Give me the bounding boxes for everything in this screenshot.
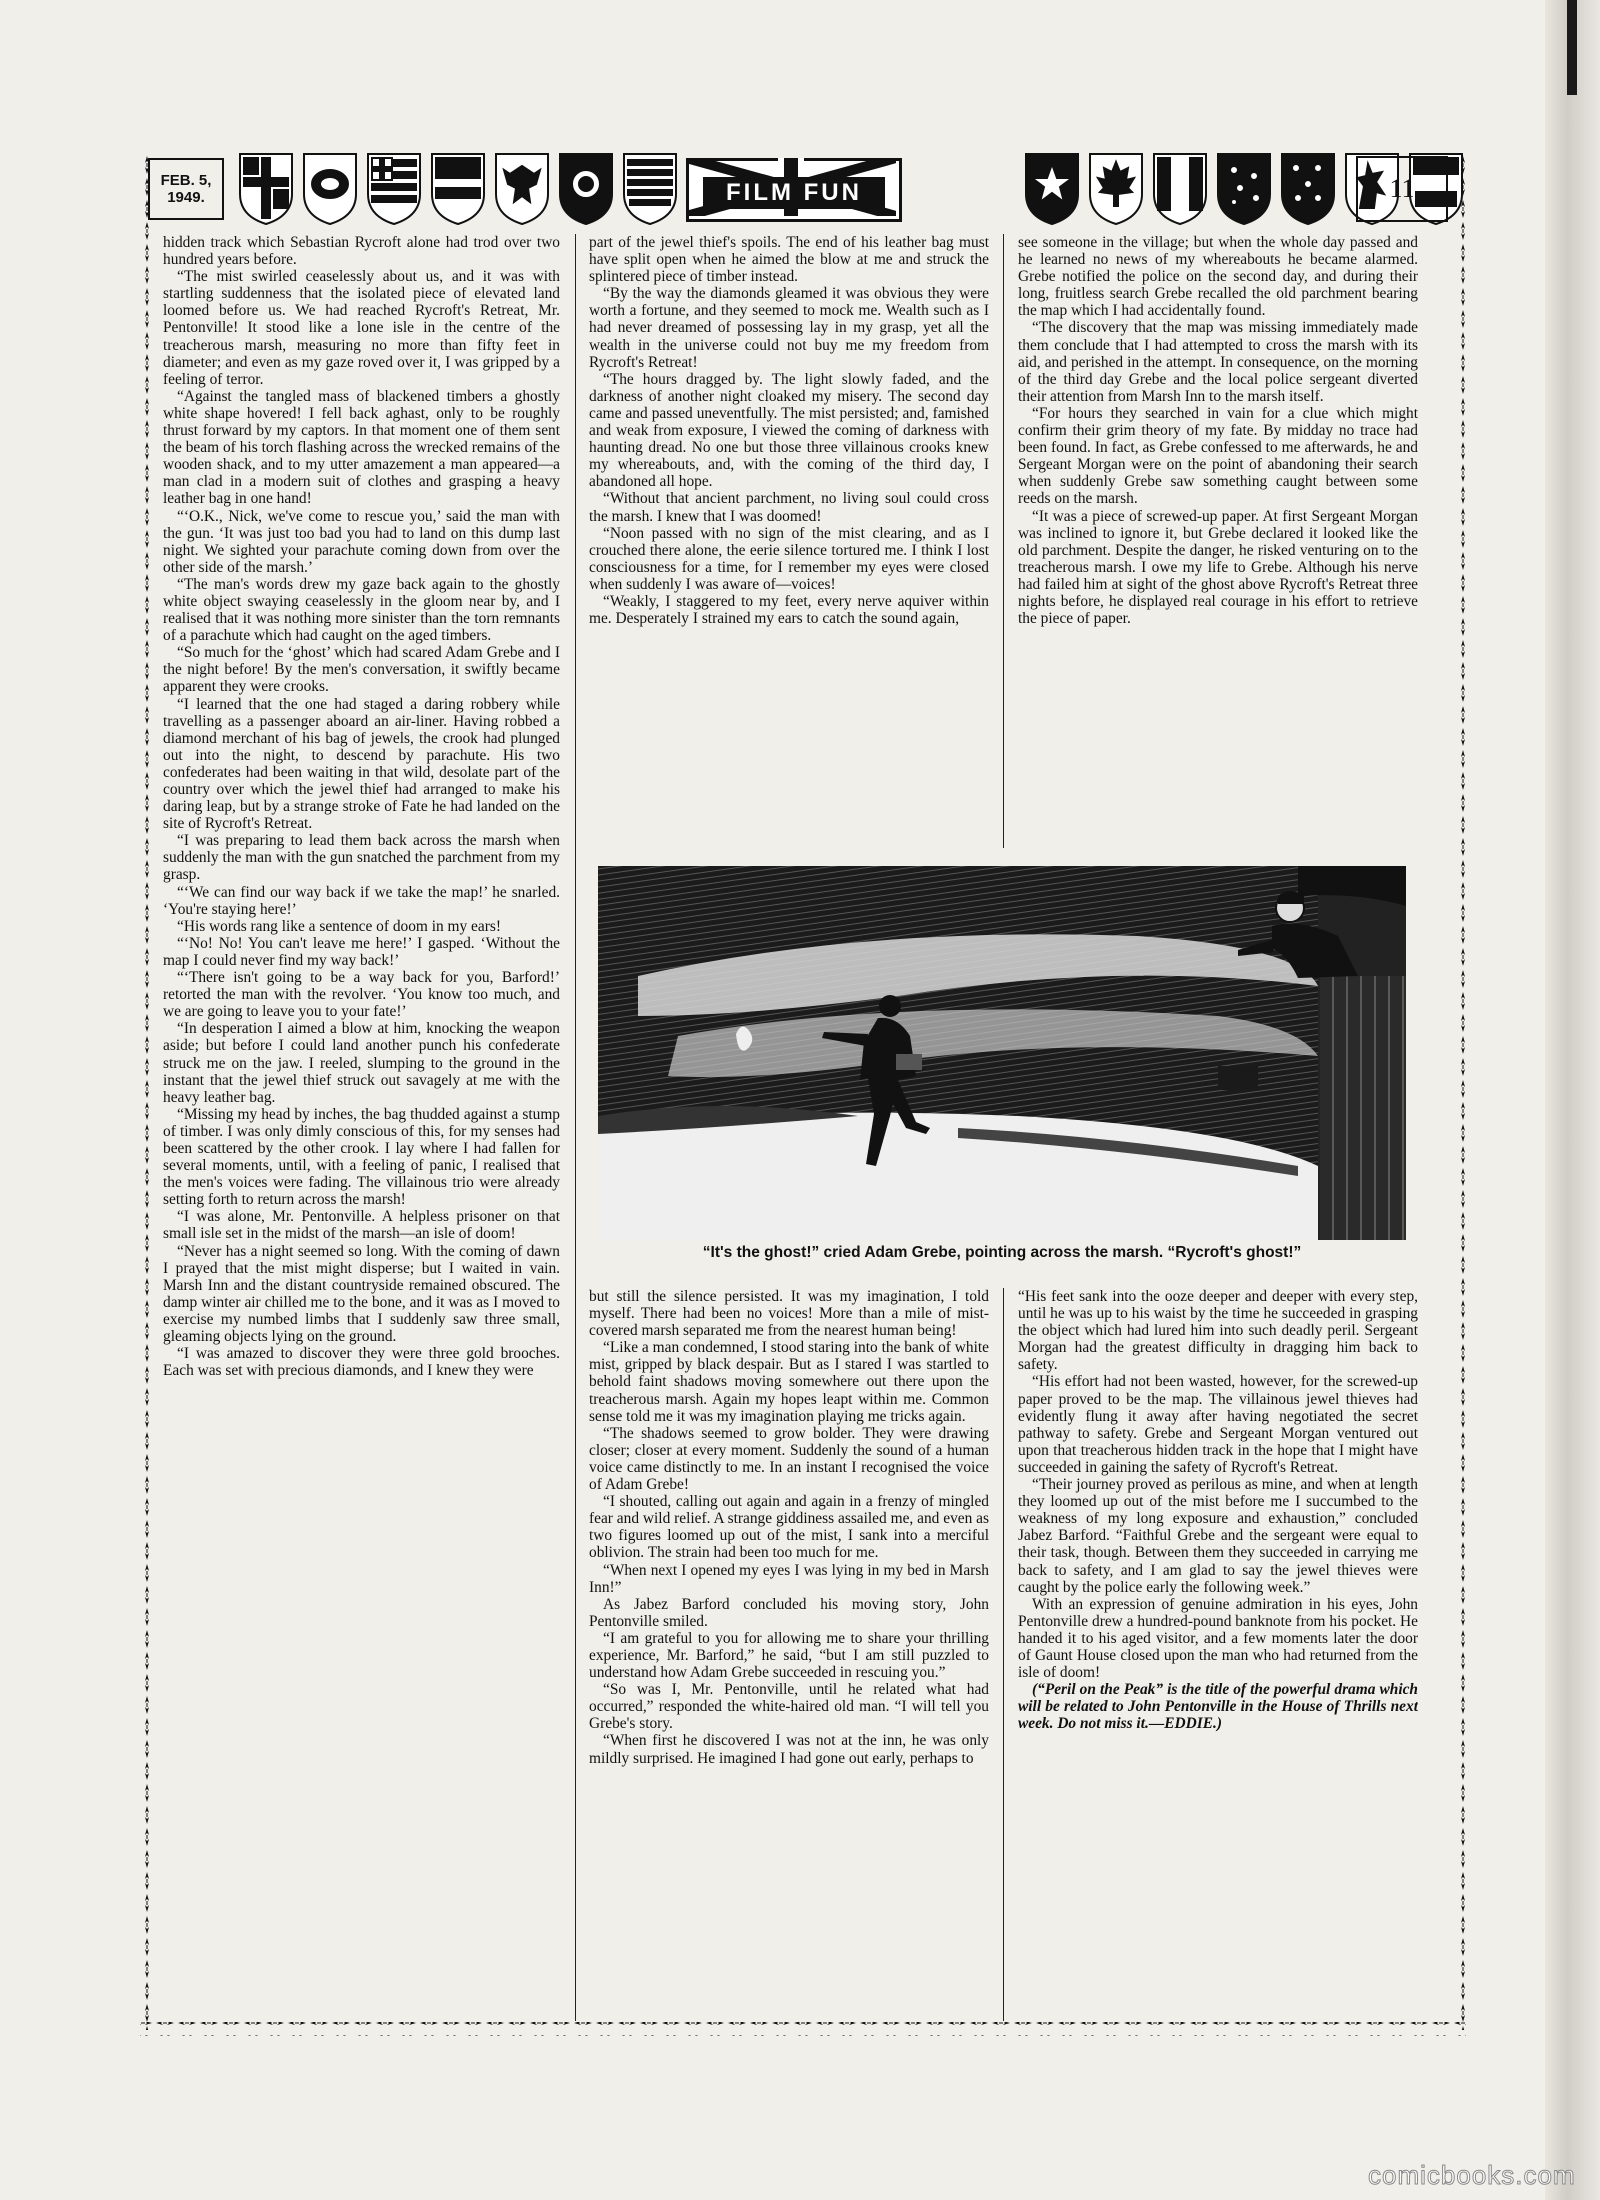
paragraph: “In desperation I aimed a blow at him, knocking the weapon aside; but before I could land another punch his confederate struck me on the jaw. I reeled, slumping to the ground in the instant that the jewel thief struck out savagely at me with the heavy leather bag. xyxy=(163,1020,560,1106)
paragraph: “When next I opened my eyes I was lying in my bed in Marsh Inn!” xyxy=(589,1561,989,1596)
shield-cross-icon xyxy=(240,154,292,224)
paragraph: “When first he discovered I was not at the inn, he was only mildly surprised. He imagined I had gone out early, perhaps to xyxy=(589,1732,989,1767)
column-rule xyxy=(575,234,576,2021)
shield-maple-leaf-icon xyxy=(1090,154,1142,224)
issue-date-day: FEB. 5, xyxy=(160,172,212,189)
film-fun-logo xyxy=(686,158,902,222)
paragraph: “I was preparing to lead them back across the marsh when suddenly the man with the gun snatched the parchment from my grasp. xyxy=(163,832,560,884)
paragraph: “The shadows seemed to grow bolder. They were drawing closer; closer at every moment. Suddenly the sound of a human voice came distinctly to me. In an instant I recognised the voice of Adam Grebe! xyxy=(589,1424,989,1494)
paragraph: “The man's words drew my gaze back again to the ghostly white object swaying ceaselessly in the gloom near by, and I realised that it was nothing more sinister than the torn remnants of a parachute which had caught on the aged timbers. xyxy=(163,575,560,645)
masthead xyxy=(148,148,1448,228)
wooden-door xyxy=(1320,976,1406,1240)
article-column-1 xyxy=(163,234,560,2021)
paragraph: “Missing my head by inches, the bag thudded against a stump of timber. I was only dimly conscious of this, for my senses had been scattered by the other crook. I lay where I had fallen for several moments, until, with a feeling of panic, I realised that the men's voices were fading. The villainous trio were already setting forth to return across the marsh! xyxy=(163,1105,560,1209)
shield-eagle-icon xyxy=(496,154,548,224)
article-column-3 xyxy=(1018,234,1418,848)
issue-date-year: 1949. xyxy=(167,189,205,206)
paragraph: “Never has a night seemed so long. With the coming of dawn I prayed that the mist might disperse; but I waited in vain. Marsh Inn and the distant countryside remained obscured. The damp winter air chilled me to the bone, and it was as I moved to exercise my numbed limbs that I suddenly saw three small, gleaming objects lying on the ground. xyxy=(163,1242,560,1345)
shield-oval-icon xyxy=(304,154,356,224)
paragraph: “Like a man condemned, I stood staring into the bank of white mist, gripped by black despair. But as I stared I was startled to behold faint shadows moving somewhere out there upon the treacherous marsh. Again my hopes leapt within me. Common sense told me it was my imagination playing me tricks again. xyxy=(589,1339,989,1425)
paragraph: With an expression of genuine admiration in his eyes, John Pentonville drew a hundred-pound banknote from his pocket. He handed it to his aged visitor, and a few moments later the door of Gaunt House closed upon the man who had returned from the isle of doom! xyxy=(1018,1595,1418,1682)
shield-stripes-icon xyxy=(624,154,676,224)
paragraph: hidden track which Sebastian Rycroft alone had trod over two hundred years before. xyxy=(163,234,560,269)
article-column-2 xyxy=(589,234,989,848)
crate xyxy=(1218,1066,1258,1090)
paragraph: “‘We can find our way back if we take the map!’ he snarled. ‘You're staying here!’ xyxy=(163,883,560,918)
marsh-illustration xyxy=(598,866,1406,1240)
shield-cross-stripes-icon xyxy=(368,154,420,224)
paragraph: “It was a piece of screwed-up paper. At first Sergeant Morgan was inclined to ignore it, but Grebe declared it looked like the old parchment. Despite the danger, he risked venturing on to the treacherous marsh. I owe my life to Grebe. Although his nerve had failed him at sight of the ghost above Rycroft's Retreat three nights before, he displayed real courage in his effort to retrieve the piece of paper. xyxy=(1018,507,1418,628)
article-column-4 xyxy=(589,1288,989,2021)
paragraph: “So was I, Mr. Pentonville, until he related what had occurred,” responded the white-haired old man. “I will tell you Grebe's story. xyxy=(589,1681,989,1733)
paragraph: “For hours they searched in vain for a clue which might confirm their grim theory of my fate. By midday no trace had been found. In fact, as Grebe confessed to me afterwards, he and Sergeant Morgan were on the point of abandoning their search when suddenly Grebe saw something caught between some reeds on the marsh. xyxy=(1018,404,1418,508)
paragraph: “‘There isn't going to be a way back for you, Barford!’ retorted the man with the revolver. ‘You know too much, and we are going to leave you to your fate!’ xyxy=(163,969,560,1021)
logo-text: FILM FUN xyxy=(703,177,885,209)
next-week-footnote: (“Peril on the Peak” is the title of the powerful drama which will be related to John Pentonville in the House of Thrills next week. Do not miss it.—EDDIE.) xyxy=(1018,1681,1418,1733)
paragraph: “I was alone, Mr. Pentonville. A helpless prisoner on that small isle set in the midst of the marsh—an isle of doom! xyxy=(163,1208,560,1243)
shield-vertical-stripes-icon xyxy=(1154,154,1206,224)
paragraph: “I learned that the one had staged a daring robbery while travelling as a passenger aboard an air-liner. Having robbed a diamond merchant of his bag of jewels, the crook had plunged out into the night, to descend by parachute. His two confederates had been waiting in that wild, desolate part of the country over which the jewel thief had arranged to make his daring leap, but by a strange stroke of Fate he had landed on the site of Rycroft's Retreat. xyxy=(163,695,560,833)
paragraph: As Jabez Barford concluded his moving story, John Pentonville smiled. xyxy=(589,1595,989,1630)
paragraph: “Against the tangled mass of blackened timbers a ghostly white shape hovered! I fell back aghast, only to be roughly thrust forward by my captors. In that moment one of them sent the beam of his torch flashing across the wrecked remains of the wooden shack, and to my utter amazement a man appeared—a man clad in a modern suit of clothes and grasping a heavy leather bag in one hand! xyxy=(163,387,560,508)
illustration-caption: “It's the ghost!” cried Adam Grebe, pointing across the marsh. “Rycroft's ghost!” xyxy=(702,1244,1302,1261)
paragraph: part of the jewel thief's spoils. The end of his leather bag must have split open when he aimed the blow at me and struck the splintered piece of timber instead. xyxy=(589,234,989,286)
paragraph: “The mist swirled ceaselessly about us, and it was with startling suddenness that the isolated piece of elevated land loomed before us. We had reached Rycroft's Retreat, Mr. Pentonville! It stood like a lone isle in the centre of the treacherous marsh, measuring no more than fifty feet in diameter; and even as my gaze roved over it, I was gripped by a feeling of terror. xyxy=(163,268,560,388)
paragraph: “I was amazed to discover they were three gold brooches. Each was set with precious diamonds, and I knew they were xyxy=(163,1345,560,1380)
paragraph: “‘No! No! You can't leave me here!’ I gasped. ‘Without the map I could never find my way back!’ xyxy=(163,934,560,969)
watermark: comicbooks.com xyxy=(1368,2160,1576,2190)
paragraph: “I am grateful to you for allowing me to share your thrilling experience, Mr. Barford,” he said, “but I am still puzzled to understand how Adam Grebe succeeded in rescuing you.” xyxy=(589,1629,989,1682)
paragraph: “His feet sank into the ooze deeper and deeper with every step, until he was up to his waist by the time he succeeded in grasping the object which had lured him into such deadly peril. Sergeant Morgan had the greatest difficulty in dragging him back to safety. xyxy=(1018,1288,1418,1374)
shield-stars-icon xyxy=(1282,154,1334,224)
paragraph: see someone in the village; but when the whole day passed and he learned no news of my whereabouts he became alarmed. Grebe notified the police on the second day, and during their long, fruitless search Grebe recalled the old parchment bearing the map which I had accidentally found. xyxy=(1018,234,1418,320)
shield-bars-icon xyxy=(432,154,484,224)
shield-star-icon xyxy=(1026,154,1078,224)
paragraph: “So much for the ‘ghost’ which had scared Adam Grebe and I the night before! By the men's conversation, it swiftly became apparent they were crooks. xyxy=(163,644,560,696)
page-number: 11 xyxy=(1356,156,1448,222)
paragraph: “‘O.K., Nick, we've come to rescue you,’ said the man with the gun. ‘It was just too bad you had to land on this dump last night. We sighted your parachute coming down from over the other side of the marsh.’ xyxy=(163,507,560,576)
paragraph: “Their journey proved as perilous as mine, and when at length they loomed up out of the mist before me I succumbed to the weakness of my long exposure and exhaustion,” concluded Jabez Barford. “Faithful Grebe and the sergeant were equal to their task, though. Between them they succeeded in carrying me back to safety, and I am glad to say the jewel thieves were caught by the police early the following week.” xyxy=(1018,1476,1418,1596)
paragraph: “The hours dragged by. The light slowly faded, and the darkness of another night cloaked my misery. The second day came and passed uneventfully. The mist persisted; and, famished and weak from exposure, I viewed the coming of darkness with haunting dread. No one but those three villainous crooks knew my whereabouts, and, with the coming of the third day, I abandoned all hope. xyxy=(589,370,989,491)
column-rule xyxy=(1003,1288,1004,2021)
column-rule xyxy=(1003,234,1004,848)
paragraph: “Weakly, I staggered to my feet, every nerve aquiver within me. Desperately I strained my ears to catch the sound again, xyxy=(589,592,989,628)
shield-sun-icon xyxy=(560,154,612,224)
paragraph: “His words rang like a sentence of doom in my ears! xyxy=(177,917,501,935)
paragraph: “Noon passed with no sign of the mist clearing, and as I crouched there alone, the eerie silence tortured me. I think I lost consciousness for a time, for I remember my eyes were closed when suddenly I was aware of—voices! xyxy=(589,524,989,593)
paragraph: “His effort had not been wasted, however, for the screwed-up paper proved to be the map. The villainous jewel thieves had evidently flung it away after having negotiated the secret pathway to safety. Grebe and Sergeant Morgan ventured out upon that treacherous hidden track in the hope that I might have succeeded in gaining the safety of Rycroft's Retreat. xyxy=(1018,1373,1418,1476)
paragraph: “Without that ancient parchment, no living soul could cross the marsh. I knew that I was doomed! xyxy=(589,490,989,525)
paragraph: “By the way the diamonds gleamed it was obvious they were worth a fortune, and they seemed to mock me. Wealth such as I had never dreamed of possessing lay in my grasp, yet all the wealth in the universe could not buy me my freedom from Rycroft's Retreat! xyxy=(589,285,989,371)
paragraph: but still the silence persisted. It was my imagination, I told myself. There had been no voices! More than a mile of mist-covered marsh separated me from the nearest human being! xyxy=(589,1288,989,1340)
paragraph: “The discovery that the map was missing immediately made them conclude that I had attempted to cross the marsh with its aid, and perished in the attempt. In consequence, on the morning of the third day Grebe and the local police sergeant diverted their attention from Marsh Inn to the marsh itself. xyxy=(1018,319,1418,405)
article-column-5 xyxy=(1018,1288,1418,2021)
issue-date xyxy=(148,158,224,220)
paragraph: “I shouted, calling out again and again in a frenzy of mingled fear and wild relief. A strange giddiness assailed me, and even as two figures loomed up out of the mist, I sank into a merciful oblivion. The strain had been too much for me. xyxy=(589,1493,989,1562)
shield-southern-cross-icon xyxy=(1218,154,1270,224)
